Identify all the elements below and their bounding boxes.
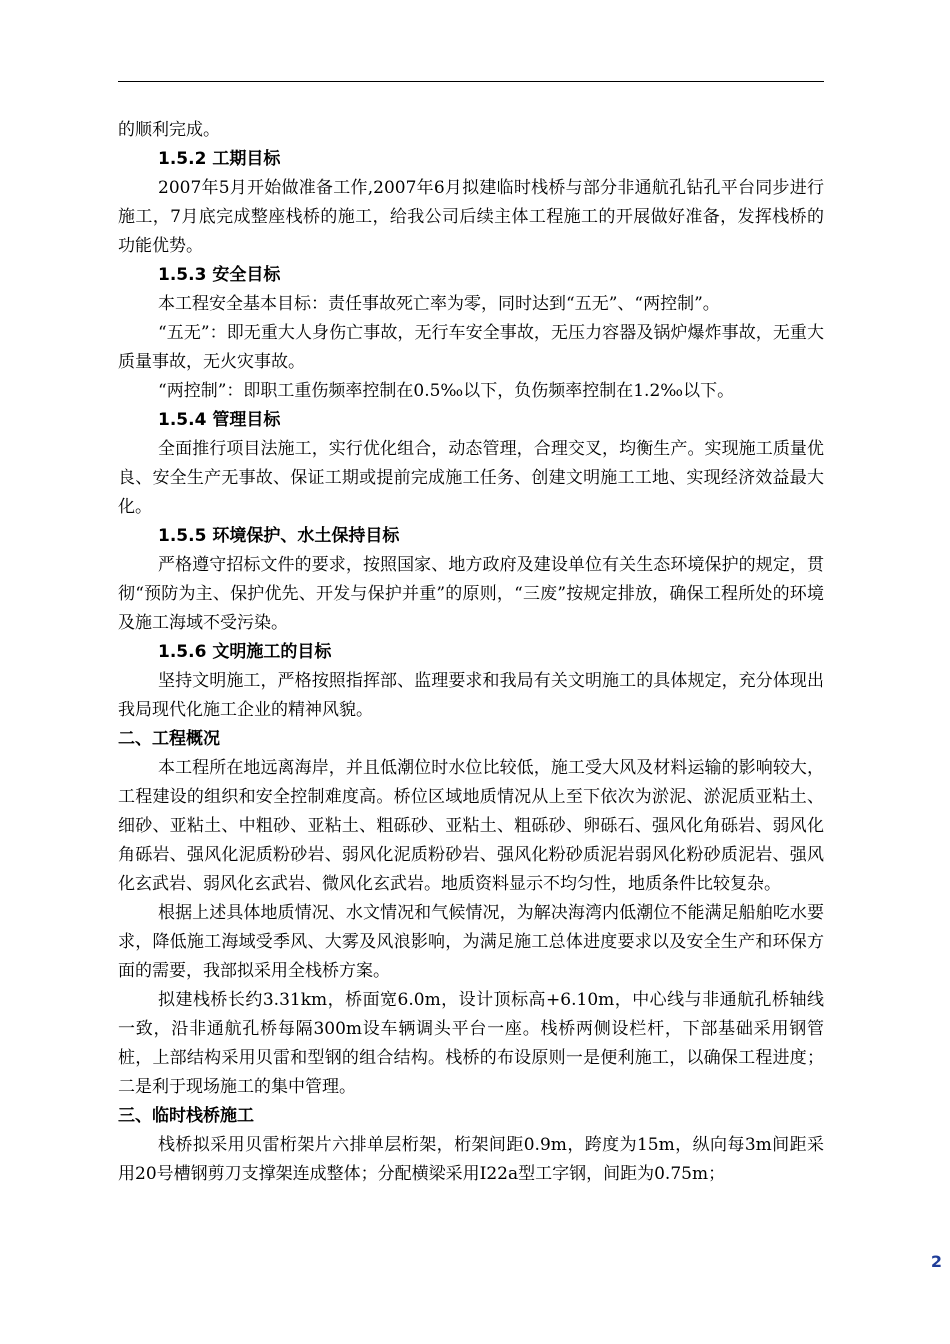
subsection-heading: 1.5.2 工期目标 (158, 149, 281, 169)
paragraph: “五无”：即无重大人身伤亡事故，无行车安全事故，无压力容器及锅炉爆炸事故，无重大质量事故，无火灾事故。 (118, 323, 824, 372)
section-heading: 三、临时栈桥施工 (118, 1106, 254, 1126)
paragraph: 2007年5月开始做准备工作,2007年6月拟建临时栈桥与部分非通航孔钻孔平台同步进行施工，7月底完成整座栈桥的施工，给我公司后续主体工程施工的开展做好准备，发挥栈桥的功能优势。 (118, 178, 824, 256)
paragraph: 拟建栈桥长约3.31km，桥面宽6.0m，设计顶标高+6.10m，中心线与非通航孔桥轴线一致，沿非通航孔桥每隔300m设车辆调头平台一座。栈桥两侧设栏杆，下部基础采用钢管桩，上部结构采用贝雷和型钢的组合结构。栈桥的布设原则一是便利施工，以确保工程进度；二是利于现场施工的集中管理。 (118, 990, 824, 1097)
subsection-heading: 1.5.5 环境保护、水土保持目标 (158, 526, 400, 546)
paragraph: 根据上述具体地质情况、水文情况和气候情况，为解决海湾内低潮位不能满足船舶吃水要求，降低施工海域受季风、大雾及风浪影响，为满足施工总体进度要求以及安全生产和环保方面的需要，我部拟采用全栈桥方案。 (118, 903, 824, 981)
subsection-heading: 1.5.3 安全目标 (158, 265, 281, 285)
paragraph: “两控制”：即职工重伤频率控制在0.5‰以下，负伤频率控制在1.2‰以下。 (158, 381, 735, 401)
page-number: 2 (930, 1252, 942, 1271)
paragraph: 严格遵守招标文件的要求，按照国家、地方政府及建设单位有关生态环境保护的规定，贯彻“预防为主、保护优先、开发与保护并重”的原则，“三废”按规定排放，确保工程所处的环境及施工海域不受污染。 (118, 555, 824, 633)
subsection-heading: 1.5.6 文明施工的目标 (158, 642, 332, 662)
paragraph: 栈桥拟采用贝雷桁架片六排单层桁架，桁架间距0.9m，跨度为15m，纵向每3m间距采用20号槽钢剪刀支撑架连成整体；分配横梁采用I22a型工字钢，间距为0.75m； (118, 1135, 824, 1184)
header-rule (118, 81, 824, 82)
paragraph: 全面推行项目法施工，实行优化组合，动态管理，合理交叉，均衡生产。实现施工质量优良、安全生产无事故、保证工期或提前完成施工任务、创建文明施工工地、实现经济效益最大化。 (118, 439, 824, 517)
paragraph: 的顺利完成。 (118, 120, 220, 140)
paragraph: 本工程所在地远离海岸，并且低潮位时水位比较低，施工受大风及材料运输的影响较大，工程建设的组织和安全控制难度高。桥位区域地质情况从上至下依次为淤泥、淤泥质亚粘土、细砂、亚粘土、中粗砂、亚粘土、粗砾砂、亚粘土、粗砾砂、卵砾石、强风化角砾岩、弱风化角砾岩、强风化泥质粉砂岩、弱风化泥质粉砂岩、强风化粉砂质泥岩弱风化粉砂质泥岩、强风化玄武岩、弱风化玄武岩、微风化玄武岩。地质资料显示不均匀性，地质条件比较复杂。 (118, 758, 824, 894)
document-body (118, 116, 824, 1189)
subsection-heading: 1.5.4 管理目标 (158, 410, 281, 430)
section-heading: 二、工程概况 (118, 729, 220, 749)
paragraph: 坚持文明施工，严格按照指挥部、监理要求和我局有关文明施工的具体规定，充分体现出我局现代化施工企业的精神风貌。 (118, 671, 824, 720)
paragraph: 本工程安全基本目标：责任事故死亡率为零，同时达到“五无”、“两控制”。 (158, 294, 720, 314)
